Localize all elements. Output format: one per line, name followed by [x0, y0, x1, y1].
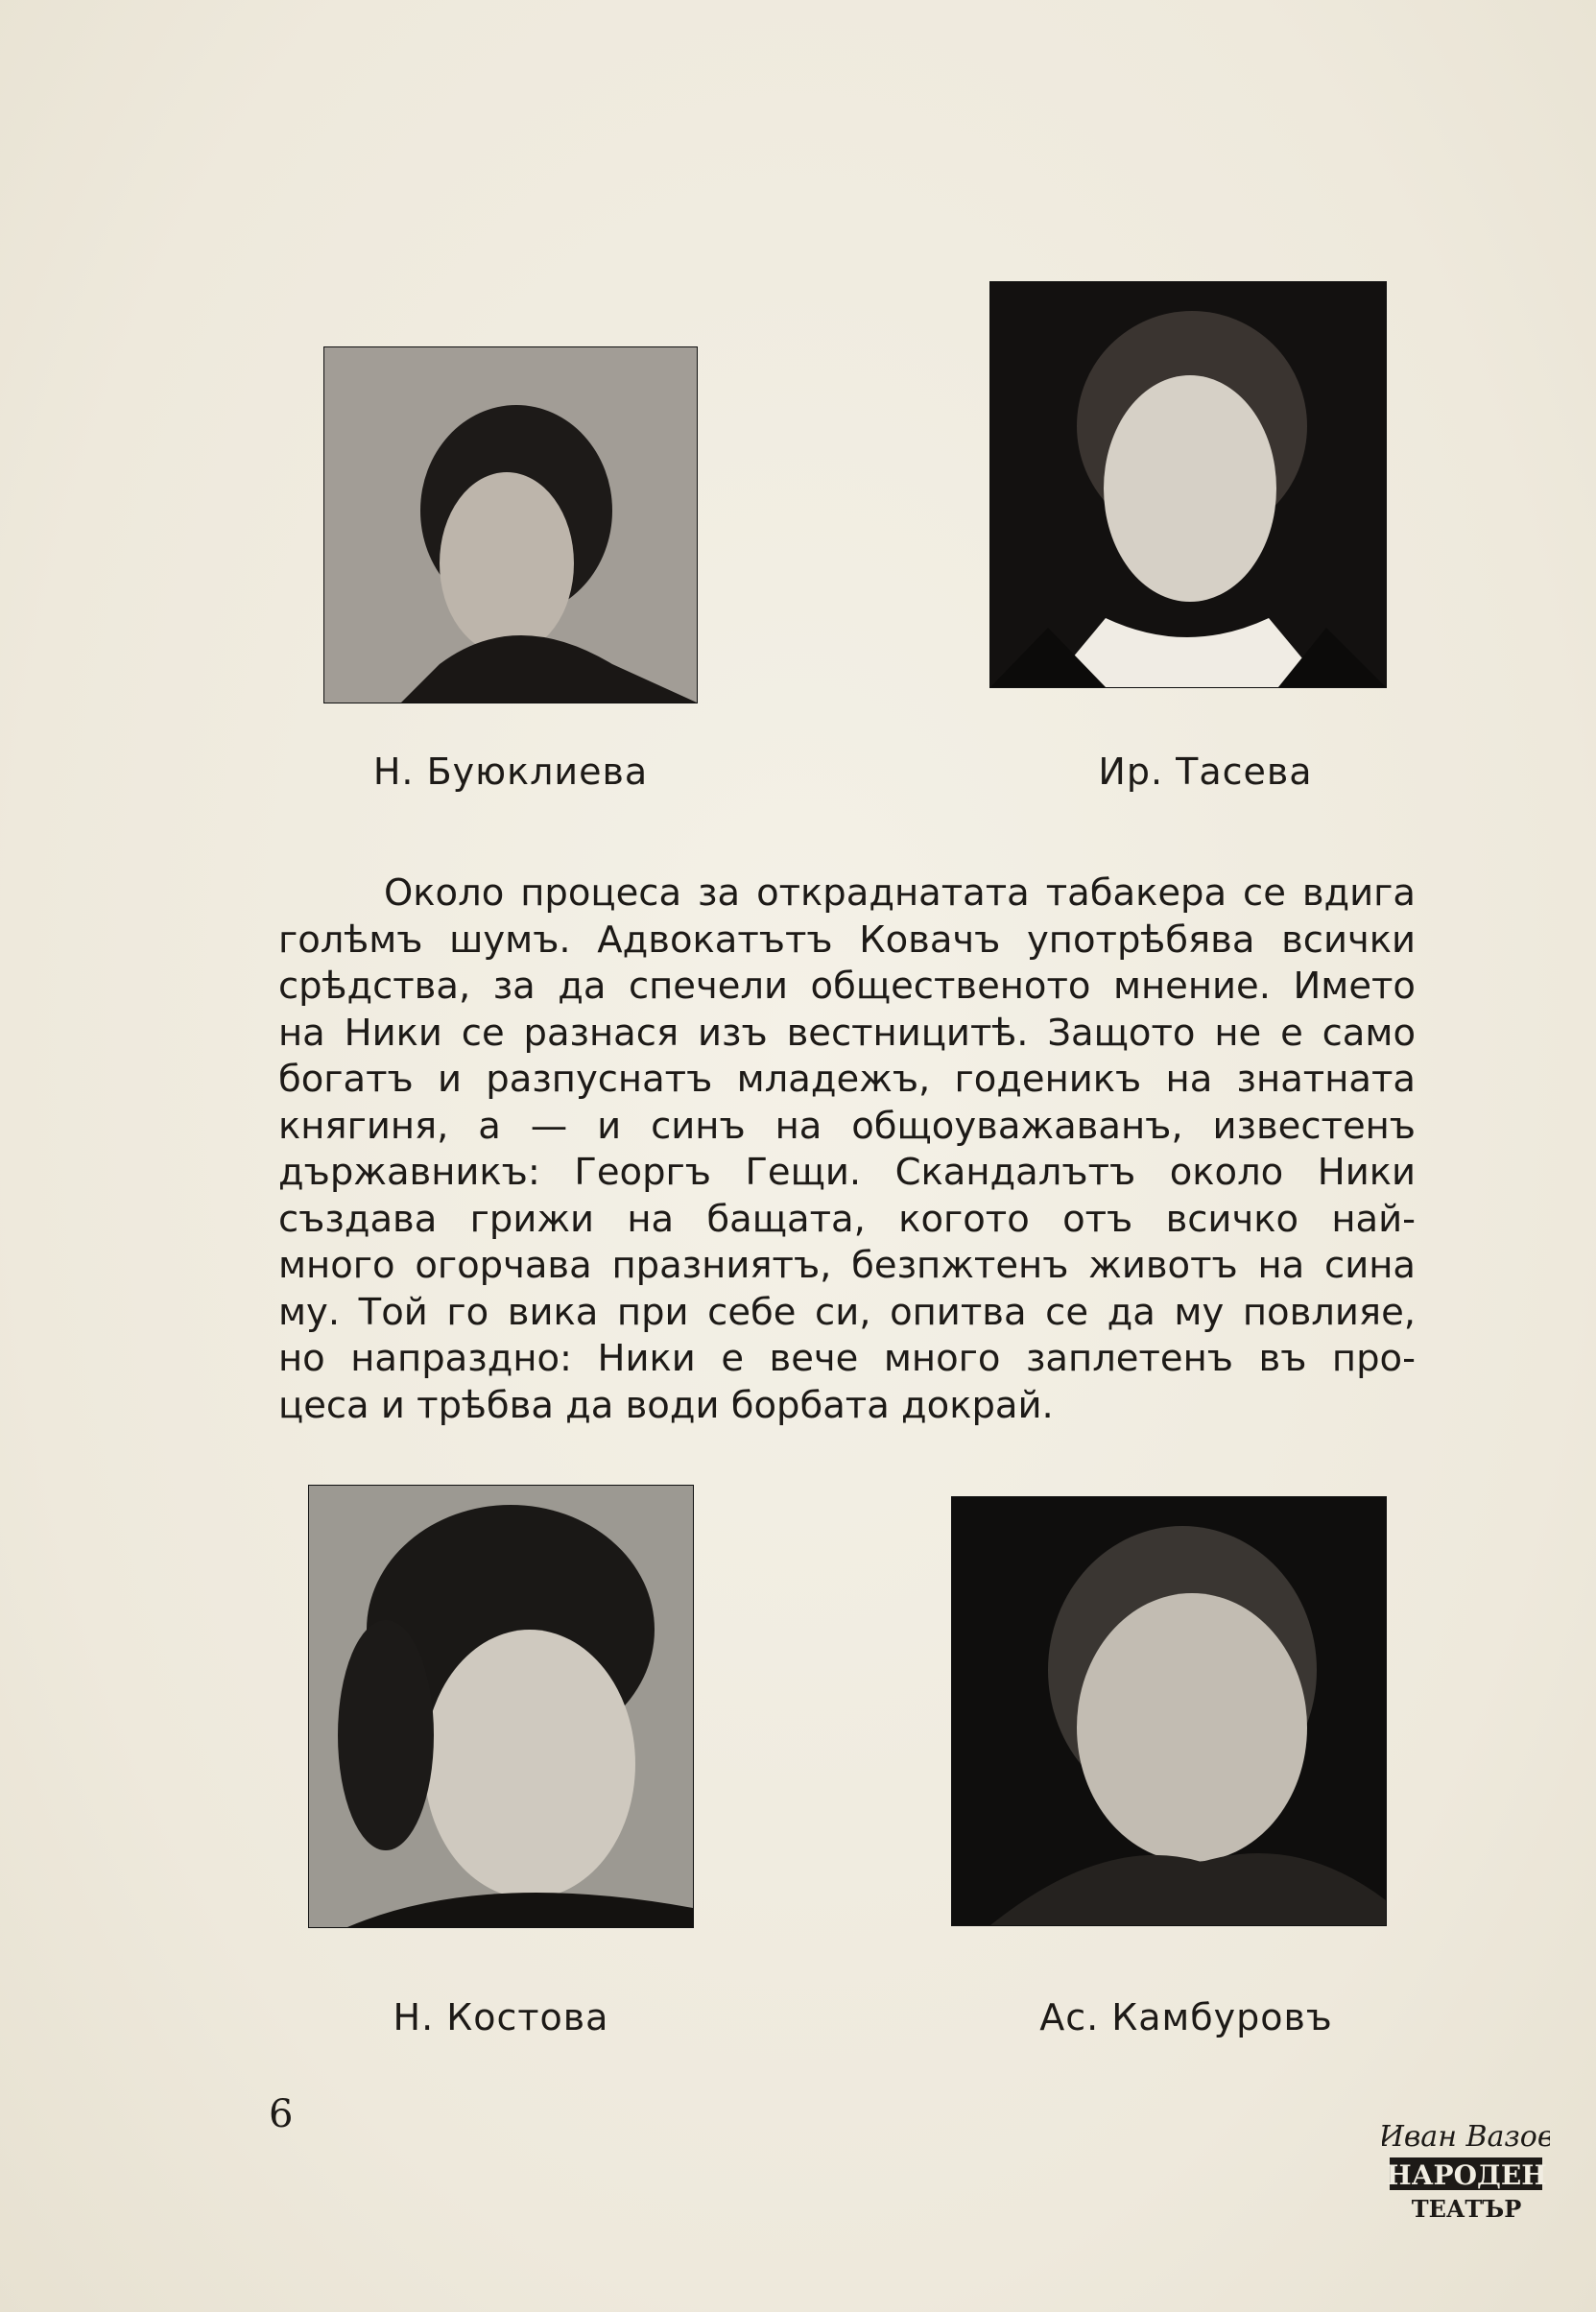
body-line: много огорчава празниятъ, безпжтенъ животъ на сина	[278, 1244, 1416, 1287]
body-line: му. Той го вика при себе си, опитва се да му повлияе,	[278, 1290, 1416, 1334]
body-line: княгиня, а — и синъ на общоуважаванъ, известенъ	[278, 1104, 1416, 1148]
portrait-image	[324, 347, 697, 703]
body-paragraph	[278, 870, 1416, 1429]
body-line: цеса и трѣбва да води борбата докрай.	[278, 1383, 1054, 1427]
body-line: богатъ и разпуснатъ младежъ, годеникъ на знатната	[278, 1058, 1416, 1101]
portrait-photo-buyuklieva	[324, 347, 697, 703]
page-number: 6	[269, 2092, 294, 2136]
portrait-photo-taseva	[990, 282, 1386, 687]
portrait-photo-kostova	[309, 1486, 693, 1927]
portrait-photo-kamburov	[952, 1497, 1386, 1925]
national-theatre-logo	[1382, 2109, 1550, 2234]
caption-kostova: Н. Костова	[393, 1996, 609, 2038]
body-line: държавникъ: Георгъ Гещи. Скандалътъ около Ники	[278, 1151, 1416, 1194]
theatre-stamp-icon	[1382, 2109, 1550, 2234]
logo-line2: ТЕАТЪР	[1411, 2195, 1522, 2223]
body-line: но напраздно: Ники е вече много заплетенъ въ про-	[278, 1337, 1416, 1380]
logo-signature: Иван Вазов	[1382, 2120, 1550, 2154]
caption-buyuklieva: Н. Буюклиева	[372, 751, 649, 793]
portrait-image	[990, 282, 1386, 687]
body-line: Около процеса за откраднатата табакера се вдига	[384, 871, 1416, 915]
body-line: на Ники се разнася изъ вестницитѣ. Защото не е само	[278, 1011, 1416, 1055]
body-line: създава грижи на бащата, когото отъ всичко най-	[278, 1197, 1416, 1241]
body-line: срѣдства, за да спечели общественото мнение. Името	[278, 965, 1416, 1008]
portrait-image	[952, 1497, 1386, 1925]
caption-taseva: Ир. Тасева	[1098, 751, 1313, 793]
body-line: голѣмъ шумъ. Адвокатътъ Ковачъ употрѣбява всички	[278, 918, 1416, 962]
logo-line1: НАРОДЕН	[1386, 2159, 1547, 2191]
caption-kamburov: Ас. Камбуровъ	[1039, 1996, 1333, 2038]
portrait-image	[309, 1486, 693, 1927]
